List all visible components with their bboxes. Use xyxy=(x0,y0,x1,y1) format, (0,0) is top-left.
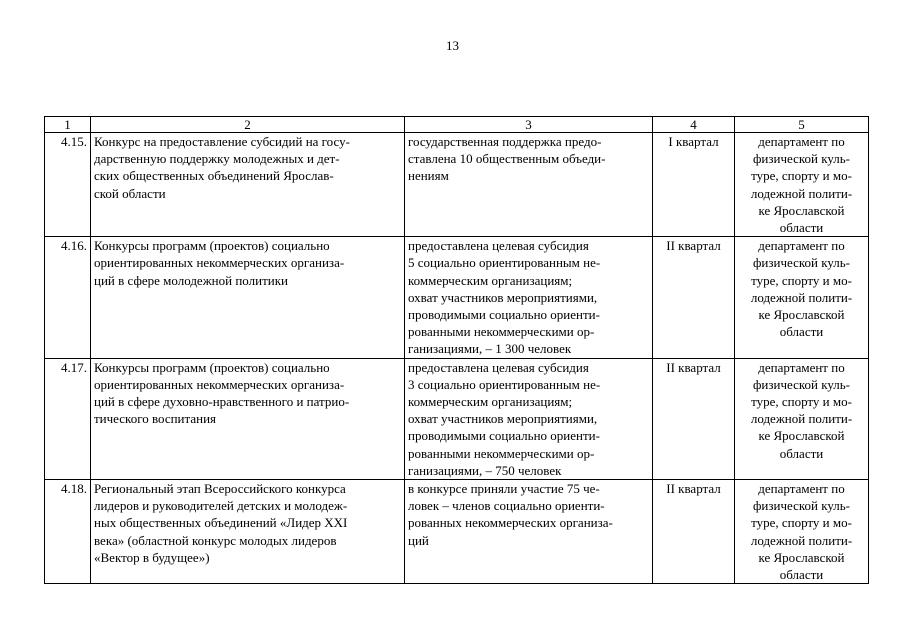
measure-period: I квартал xyxy=(653,133,735,237)
measure-description: Конкурсы программ (проектов) социально ориентированных некоммерческих организа- ций в сфере молодежной политики xyxy=(91,237,405,358)
measure-result: предоставлена целевая субсидия 5 социально ориентированным не- коммерческим организациям; охват участников мероприятиями, проводимыми социально ориенти- рованными некоммерческими ор- ганизациями, – 1 300 человек xyxy=(405,237,653,358)
page-number: 13 xyxy=(446,38,459,53)
measure-description: Конкурс на предоставление субсидий на госу- дарственную поддержку молодежных и дет- ских общественных объединений Ярослав- ской области xyxy=(91,133,405,237)
row-number: 4.16. xyxy=(45,237,91,358)
column-header-5: 5 xyxy=(735,117,869,133)
measure-period: II квартал xyxy=(653,480,735,584)
responsible-organization: департамент по физической куль- туре, спорту и мо- лодежной полити- ке Ярославской области xyxy=(735,133,869,237)
table-header-row xyxy=(45,117,869,133)
responsible-organization: департамент по физической куль- туре, спорту и мо- лодежной полити- ке Ярославской области xyxy=(735,358,869,479)
table-row xyxy=(45,358,869,479)
column-header-1: 1 xyxy=(45,117,91,133)
measures-table xyxy=(44,116,869,584)
responsible-organization: департамент по физической куль- туре, спорту и мо- лодежной полити- ке Ярославской области xyxy=(735,480,869,584)
column-header-4: 4 xyxy=(653,117,735,133)
row-number: 4.17. xyxy=(45,358,91,479)
table-row xyxy=(45,133,869,237)
measure-description: Конкурсы программ (проектов) социально ориентированных некоммерческих организа- ций в сфере духовно-нравственного и патрио- тического воспитания xyxy=(91,358,405,479)
measure-result: в конкурсе приняли участие 75 че- ловек – членов социально ориенти- рованных некоммерческих организа- ций xyxy=(405,480,653,584)
measure-period: II квартал xyxy=(653,358,735,479)
measure-result: предоставлена целевая субсидия 3 социально ориентированным не- коммерческим организациям; охват участников мероприятиями, проводимыми социально ориенти- рованными некоммерческими ор- ганизациями, – 750 человек xyxy=(405,358,653,479)
responsible-organization: департамент по физической куль- туре, спорту и мо- лодежной полити- ке Ярославской области xyxy=(735,237,869,358)
table-row xyxy=(45,237,869,358)
row-number: 4.18. xyxy=(45,480,91,584)
table-row xyxy=(45,480,869,584)
measure-description: Региональный этап Всероссийского конкурса лидеров и руководителей детских и молодеж- ных общественных объединений «Лидер XXI века» (областной конкурс молодых лидеров «Вектор в будущее») xyxy=(91,480,405,584)
column-header-2: 2 xyxy=(91,117,405,133)
row-number: 4.15. xyxy=(45,133,91,237)
measure-result: государственная поддержка предо- ставлена 10 общественным объеди- нениям xyxy=(405,133,653,237)
column-header-3: 3 xyxy=(405,117,653,133)
measure-period: II квартал xyxy=(653,237,735,358)
